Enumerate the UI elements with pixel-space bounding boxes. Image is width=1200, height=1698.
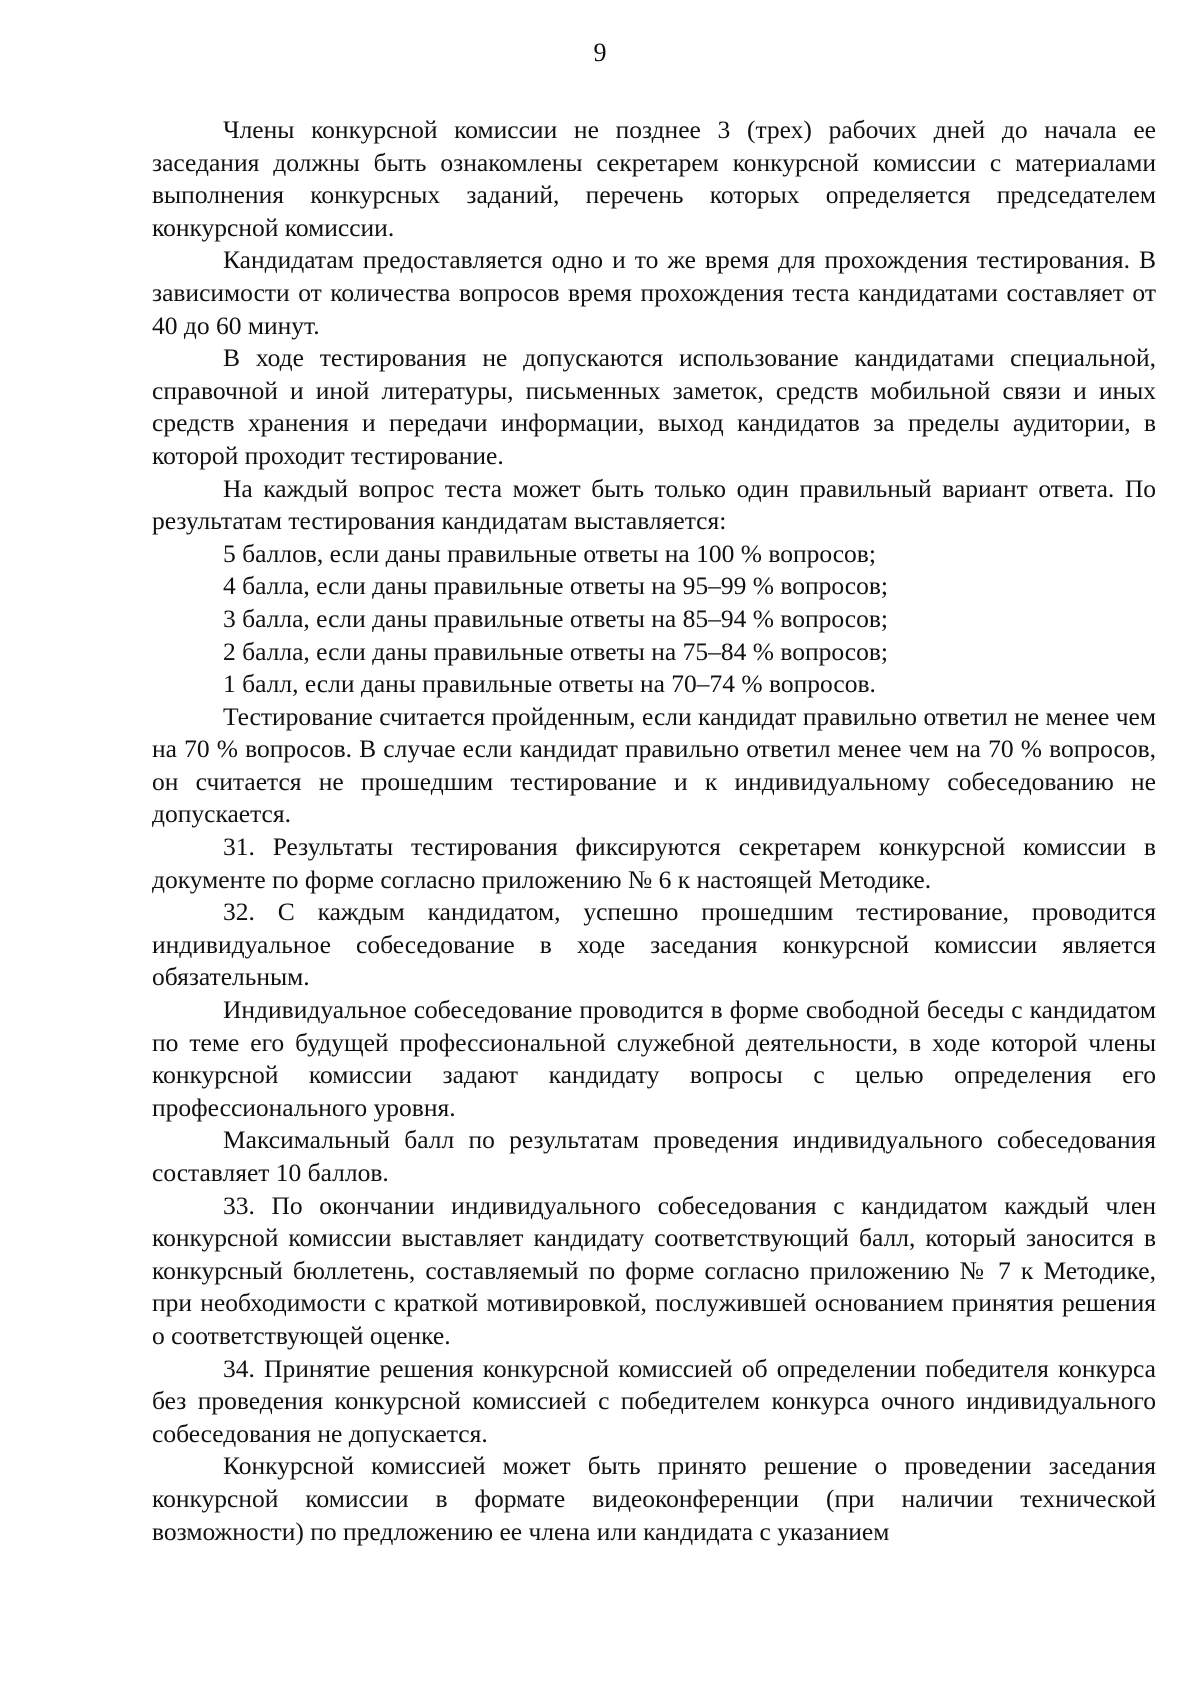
score-item-2: 2 балла, если даны правильные ответы на 75–84 % вопросов; <box>223 636 888 666</box>
paragraph-item-31: 31. Результаты тестирования фиксируются секретарем конкурсной комиссии в документе по форме согласно приложению № 6 к настоящей Методике. <box>152 832 1156 894</box>
page-number: 9 <box>593 38 607 67</box>
document-body <box>152 114 1156 1548</box>
paragraph-videoconference: Конкурсной комиссией может быть принято решение о проведении заседания конкурсной комиссии в формате видеоконференции (при наличии технической возможности) по предложению ее члена или кандидата с указанием <box>152 1451 1156 1546</box>
paragraph-test-restrictions: В ходе тестирования не допускаются использование кандидатами специальной, справочной и иной литературы, письменных заметок, средств мобильной связи и иных средств хранения и передачи информации, выход кандидатов за пределы аудитории, в которой проходит тестирование. <box>152 343 1156 470</box>
paragraph-scoring-intro: На каждый вопрос теста может быть только один правильный вариант ответа. По результатам тестирования кандидатам выставляется: <box>152 473 1156 536</box>
score-item-3: 3 балла, если даны правильные ответы на 85–94 % вопросов; <box>223 603 888 633</box>
paragraph-interview-form: Индивидуальное собеседование проводится в форме свободной беседы с кандидатом по теме его будущей профессиональной служебной деятельности, в ходе которой члены конкурсной комиссии задают кандидату вопросы с целью определения его профессионального уровня. <box>152 995 1156 1122</box>
paragraph-item-34: 34. Принятие решения конкурсной комиссией об определении победителя конкурса без проведения конкурсной комиссией с победителем конкурса очного индивидуального собеседования не допускается. <box>152 1353 1156 1448</box>
paragraph-test-passed: Тестирование считается пройденным, если кандидат правильно ответил не менее чем на 70 % вопросов. В случае если кандидат правильно ответил менее чем на 70 % вопросов, он считается не прошедшим тестирование и к индивидуальному собеседованию не допускается. <box>152 701 1156 829</box>
paragraph-commission-review: Члены конкурсной комиссии не позднее 3 (трех) рабочих дней до начала ее заседания должны быть ознакомлены секретарем конкурсной комиссии с материалами выполнения конкурсных заданий, перечень которых определяется председателем конкурсной комиссии. <box>152 115 1156 242</box>
score-item-4: 4 балла, если даны правильные ответы на 95–99 % вопросов; <box>223 571 888 601</box>
paragraph-item-32: 32. С каждым кандидатом, успешно прошедшим тестирование, проводится индивидуальное собеседование в ходе заседания конкурсной комиссии является обязательным. <box>152 897 1156 992</box>
paragraph-test-duration: Кандидатам предоставляется одно и то же время для прохождения тестирования. В зависимости от количества вопросов время прохождения теста кандидатами составляет от 40 до 60 минут. <box>152 245 1156 340</box>
score-item-5: 5 баллов, если даны правильные ответы на 100 % вопросов; <box>223 538 876 568</box>
paragraph-item-33: 33. По окончании индивидуального собеседования с кандидатом каждый член конкурсной комиссии выставляет кандидату соответствующий балл, который заносится в конкурсный бюллетень, составляемый по форме согласно приложению № 7 к Методике, при необходимости с краткой мотивировкой, послужившей основанием принятия решения о соответствующей оценке. <box>152 1190 1156 1350</box>
score-item-1: 1 балл, если даны правильные ответы на 70–74 % вопросов. <box>223 669 876 699</box>
paragraph-max-score: Максимальный балл по результатам проведения индивидуального собеседования составляет 10 баллов. <box>152 1125 1156 1187</box>
